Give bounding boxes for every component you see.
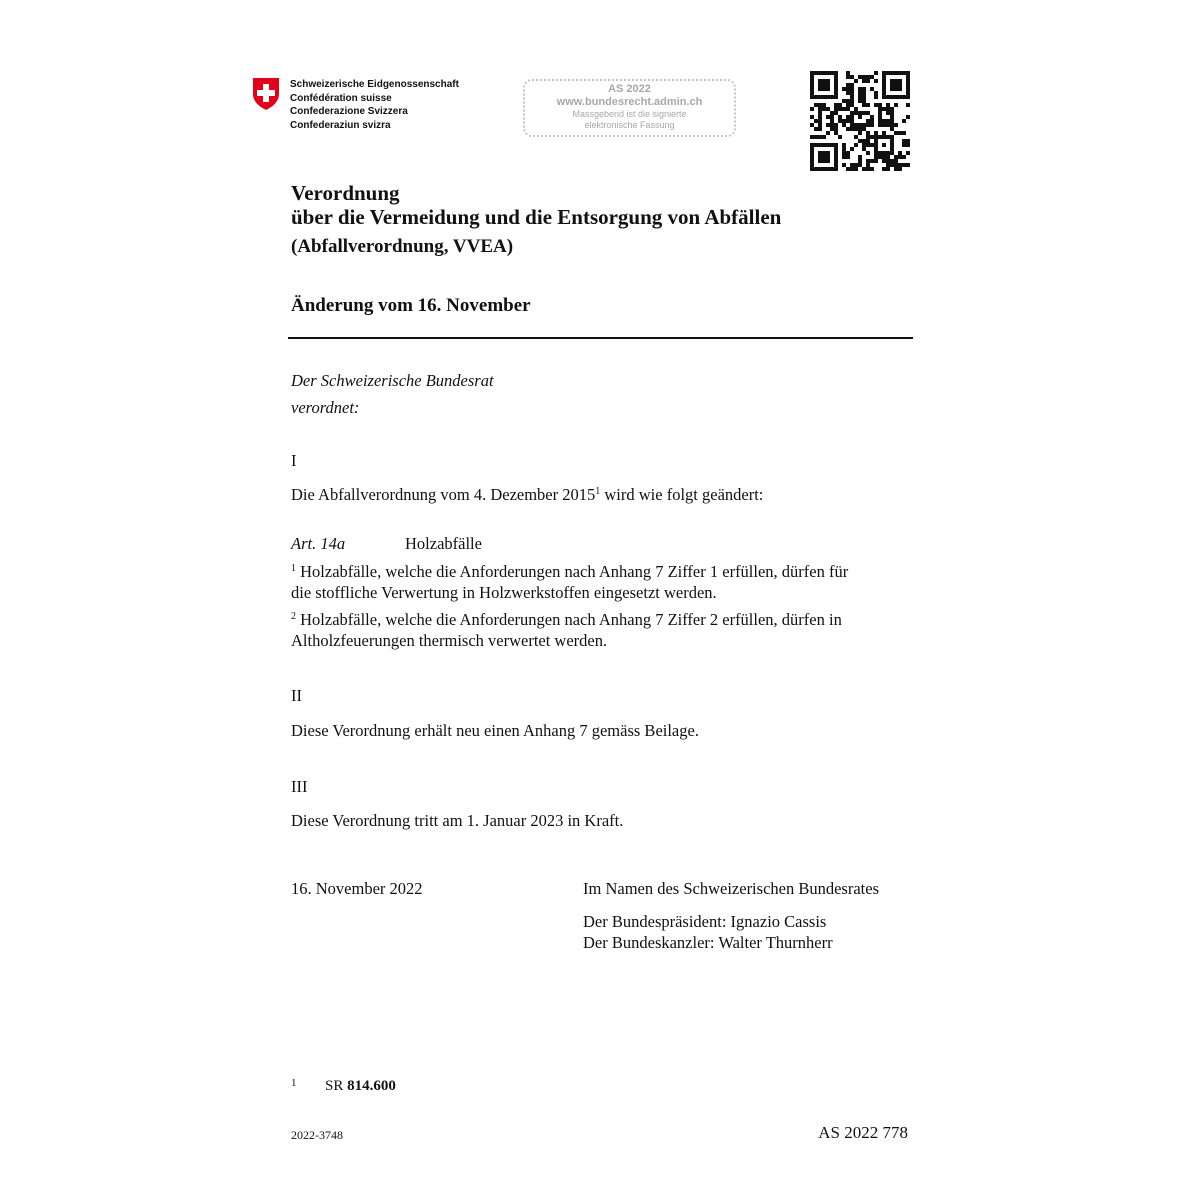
qr-module (906, 143, 910, 147)
federal-logo-text (290, 78, 459, 132)
qr-module (854, 123, 858, 127)
qr-module (818, 119, 822, 123)
footnote-text (325, 1078, 396, 1095)
qr-module (894, 163, 898, 167)
qr-module (870, 135, 874, 139)
qr-module (858, 139, 862, 143)
qr-module (894, 103, 898, 107)
qr-module (894, 167, 898, 171)
qr-module (850, 127, 854, 131)
qr-module (866, 111, 870, 115)
stamp-line-2: www.bundesrecht.admin.ch (556, 96, 703, 108)
qr-module (870, 75, 874, 79)
qr-module (854, 167, 858, 171)
qr-module (842, 143, 846, 147)
qr-module (850, 115, 854, 119)
qr-module (902, 143, 906, 147)
qr-module (818, 127, 822, 131)
qr-module (886, 155, 890, 159)
article-label: Art. 14a (291, 534, 346, 553)
qr-module (826, 115, 830, 119)
qr-module (898, 131, 902, 135)
qr-module (818, 151, 830, 163)
qr-module (874, 131, 878, 135)
qr-module (886, 163, 890, 167)
paragraph-1-line-1 (291, 562, 848, 583)
qr-module (906, 151, 910, 155)
qr-module (858, 75, 862, 79)
logo-line-fr: Confédération suisse (290, 92, 392, 104)
qr-module (830, 123, 834, 127)
qr-module (866, 131, 870, 135)
qr-module (814, 135, 818, 139)
qr-module (850, 163, 854, 167)
qr-module (858, 95, 862, 99)
qr-module (862, 99, 866, 103)
qr-module (906, 115, 910, 119)
logo-line-rm: Confederaziun svizra (290, 119, 391, 131)
qr-module (866, 75, 870, 79)
qr-module (882, 143, 886, 147)
qr-module (886, 103, 890, 107)
qr-module (882, 167, 886, 171)
signature-date: 16. November 2022 (291, 879, 423, 898)
qr-module (850, 123, 854, 127)
qr-module (834, 111, 838, 115)
qr-module (870, 167, 874, 171)
qr-module (902, 119, 906, 123)
qr-module (818, 115, 822, 119)
qr-module (858, 155, 862, 159)
qr-module (874, 95, 878, 99)
qr-module (870, 115, 874, 119)
qr-module (874, 79, 878, 83)
qr-module (838, 115, 842, 119)
stamp-line-3: Massgebend ist die signierte (572, 109, 687, 119)
qr-module (854, 127, 858, 131)
qr-module (906, 163, 910, 167)
qr-module (890, 115, 894, 119)
qr-module (882, 131, 886, 135)
qr-module (890, 123, 894, 127)
qr-module (838, 135, 842, 139)
qr-module (846, 99, 850, 103)
qr-module (850, 75, 854, 79)
paragraph-1-line-2: die stoffliche Verwertung in Holzwerkstoffen eingesetzt werden. (291, 582, 717, 602)
qr-module (878, 107, 882, 111)
paragraph-2-text: Holzabfälle, welche die Anforderungen nach Anhang 7 Ziffer 2 erfüllen, dürfen in (296, 610, 842, 629)
qr-module (858, 127, 862, 131)
qr-module (842, 123, 846, 127)
qr-module (858, 87, 862, 91)
qr-module (870, 143, 874, 147)
qr-module (886, 119, 890, 123)
qr-module (822, 135, 826, 139)
qr-module (878, 119, 882, 123)
qr-module (866, 123, 870, 127)
qr-module (874, 71, 878, 75)
qr-module (858, 99, 862, 103)
footnote-sr-reference[interactable]: 814.600 (347, 1078, 396, 1094)
qr-module (818, 135, 822, 139)
qr-module (850, 95, 854, 99)
qr-module (890, 119, 894, 123)
qr-module (898, 155, 902, 159)
qr-module (850, 91, 854, 95)
article-paragraph-2 (291, 610, 842, 651)
qr-module (902, 155, 906, 159)
qr-module (894, 123, 898, 127)
qr-module (858, 131, 862, 135)
qr-module (862, 103, 866, 107)
qr-module (850, 119, 854, 123)
section-ii-numeral: II (291, 686, 302, 705)
qr-module (890, 159, 894, 163)
logo-line-de: Schweizerische Eidgenossenschaft (290, 79, 459, 90)
section-iii-numeral: III (291, 777, 308, 796)
qr-module (894, 131, 898, 135)
qr-module (858, 91, 862, 95)
qr-module (850, 147, 854, 151)
qr-code-icon (810, 71, 910, 171)
qr-module (842, 107, 846, 111)
qr-module (870, 123, 874, 127)
qr-module (814, 119, 818, 123)
qr-module (862, 143, 866, 147)
qr-module (878, 103, 882, 107)
qr-module (862, 123, 866, 127)
qr-module (850, 103, 854, 107)
section-i-intro (291, 485, 763, 506)
qr-module (878, 155, 882, 159)
paragraph-2-line-2: Altholzfeuerungen thermisch verwertet werden. (291, 630, 608, 650)
qr-module (854, 143, 858, 147)
qr-module (890, 163, 894, 167)
paragraph-1-text: Holzabfälle, welche die Anforderungen nach Anhang 7 Ziffer 1 erfüllen, dürfen für (296, 562, 849, 581)
qr-module (866, 143, 870, 147)
qr-module (830, 111, 834, 115)
qr-module (862, 75, 866, 79)
qr-module (834, 131, 838, 135)
qr-module (842, 99, 846, 103)
qr-module (882, 123, 886, 127)
qr-module (842, 147, 846, 151)
qr-module (906, 103, 910, 107)
qr-module (866, 135, 870, 139)
footer-doc-number: 2022-3748 (291, 1128, 343, 1142)
title-short-name: (Abfallverordnung, VVEA) (291, 236, 514, 257)
section-ii-text: Diese Verordnung erhält neu einen Anhang 7 gemäss Beilage. (291, 721, 699, 740)
qr-module (898, 163, 902, 167)
qr-module (898, 151, 902, 155)
qr-module (846, 107, 850, 111)
qr-module (890, 111, 894, 115)
qr-module (862, 139, 866, 143)
intro-text-end: wird wie folgt geändert: (600, 485, 764, 504)
qr-module (902, 131, 906, 135)
qr-module (890, 79, 902, 91)
qr-module (842, 151, 846, 155)
qr-module (850, 167, 854, 171)
qr-module (818, 111, 822, 115)
authenticity-stamp (523, 79, 736, 137)
qr-module (850, 111, 854, 115)
qr-module (862, 87, 866, 91)
qr-module (826, 123, 830, 127)
qr-module (890, 127, 894, 131)
qr-module (842, 119, 846, 123)
qr-module (834, 123, 838, 127)
qr-module (890, 107, 894, 111)
qr-module (858, 163, 862, 167)
qr-module (818, 107, 822, 111)
footnote-number: 1 (291, 1077, 297, 1089)
section-i-numeral: I (291, 451, 297, 470)
qr-module (846, 115, 850, 119)
article-paragraph-1 (291, 562, 848, 603)
qr-module (858, 111, 862, 115)
qr-module (830, 115, 834, 119)
qr-module (810, 123, 814, 127)
qr-module (854, 79, 858, 83)
qr-module (846, 103, 850, 107)
qr-module (810, 107, 814, 111)
qr-module (834, 107, 838, 111)
qr-module (862, 167, 866, 171)
qr-module (874, 155, 878, 159)
qr-module (858, 159, 862, 163)
qr-module (878, 115, 882, 119)
heading-divider (288, 337, 913, 339)
qr-module (870, 119, 874, 123)
qr-module (842, 163, 846, 167)
qr-module (814, 103, 818, 107)
qr-module (834, 103, 838, 107)
qr-module (818, 79, 830, 91)
qr-module (826, 107, 830, 111)
qr-module (858, 123, 862, 127)
qr-module (850, 87, 854, 91)
qr-module (874, 159, 878, 163)
qr-module (898, 167, 902, 171)
signatory-president: Der Bundespräsident: Ignazio Cassis (583, 912, 827, 931)
signature-signatories (583, 912, 833, 953)
qr-module (878, 111, 882, 115)
intro-text-start: Die Abfallverordnung vom 4. Dezember 2015 (291, 485, 596, 504)
qr-module (870, 87, 874, 91)
qr-module (838, 119, 842, 123)
qr-module (858, 115, 862, 119)
article-title: Holzabfälle (405, 534, 482, 553)
qr-module (814, 127, 818, 131)
paragraph-2-number: 2 (291, 611, 296, 622)
paragraph-1-number: 1 (291, 563, 296, 574)
qr-module (862, 95, 866, 99)
qr-module (846, 71, 850, 75)
cross-horizontal (257, 90, 275, 96)
qr-module (902, 139, 906, 143)
qr-module (822, 103, 826, 107)
qr-module (882, 107, 886, 111)
qr-module (850, 99, 854, 103)
qr-module (810, 115, 814, 119)
qr-module (854, 135, 858, 139)
qr-module (830, 127, 834, 131)
qr-module (862, 111, 866, 115)
footer-as-number: AS 2022 778 (818, 1123, 908, 1142)
swiss-coat-of-arms-icon (252, 77, 280, 111)
qr-module (838, 103, 842, 107)
qr-module (854, 107, 858, 111)
qr-module (842, 87, 846, 91)
qr-module (834, 127, 838, 131)
signature-on-behalf: Im Namen des Schweizerischen Bundesrates (583, 879, 879, 898)
qr-module (854, 163, 858, 167)
qr-module (850, 83, 854, 87)
qr-module (846, 83, 850, 87)
preamble-line-1: Der Schweizerische Bundesrat (291, 371, 494, 390)
title-line-2: über die Vermeidung und die Entsorgung von Abfällen (291, 205, 782, 229)
qr-module (886, 111, 890, 115)
qr-module (886, 167, 890, 171)
qr-module (866, 79, 870, 83)
qr-module (886, 123, 890, 127)
title-line-1: Verordnung (291, 181, 400, 205)
qr-module (866, 159, 870, 163)
qr-module (846, 155, 850, 159)
qr-module (818, 123, 822, 127)
qr-module (866, 163, 870, 167)
stamp-line-1: AS 2022 (608, 83, 651, 95)
qr-module (886, 107, 890, 111)
qr-module (822, 107, 826, 111)
section-iii-text: Diese Verordnung tritt am 1. Januar 2023 in Kraft. (291, 811, 624, 830)
preamble-line-2: verordnet: (291, 398, 360, 417)
qr-module (886, 159, 890, 163)
qr-module (866, 139, 870, 143)
qr-module (906, 139, 910, 143)
qr-module (866, 119, 870, 123)
qr-module (882, 119, 886, 123)
qr-module (846, 87, 850, 91)
qr-module (866, 167, 870, 171)
qr-module (846, 75, 850, 79)
qr-module (818, 103, 822, 107)
qr-module (846, 91, 850, 95)
qr-module (810, 135, 814, 139)
qr-module (862, 79, 866, 83)
qr-module (894, 159, 898, 163)
qr-module (826, 131, 830, 135)
qr-module (842, 155, 846, 159)
footnote-ref[interactable]: 1 (595, 486, 601, 497)
qr-module (866, 103, 870, 107)
qr-module (846, 167, 850, 171)
qr-module (874, 91, 878, 95)
qr-module (870, 159, 874, 163)
qr-module (866, 151, 870, 155)
qr-module (854, 111, 858, 115)
qr-module (874, 103, 878, 107)
qr-module (862, 127, 866, 131)
stamp-line-4: elektronische Fassung (584, 120, 675, 130)
qr-module (902, 163, 906, 167)
qr-module (894, 155, 898, 159)
qr-module (882, 159, 886, 163)
qr-module (862, 91, 866, 95)
footnote-prefix: SR (325, 1078, 348, 1094)
qr-module (846, 127, 850, 131)
amendment-heading: Änderung vom 16. November (291, 295, 531, 316)
qr-module (838, 107, 842, 111)
signatory-chancellor: Der Bundeskanzler: Walter Thurnherr (583, 932, 833, 952)
title-block (291, 181, 781, 229)
qr-module (882, 155, 886, 159)
preamble (291, 367, 494, 421)
qr-module (830, 119, 834, 123)
paragraph-2-line-1 (291, 610, 842, 631)
logo-line-it: Confederazione Svizzera (290, 106, 408, 117)
qr-module (846, 119, 850, 123)
qr-module (878, 123, 882, 127)
qr-module (862, 147, 866, 151)
qr-module (846, 151, 850, 155)
